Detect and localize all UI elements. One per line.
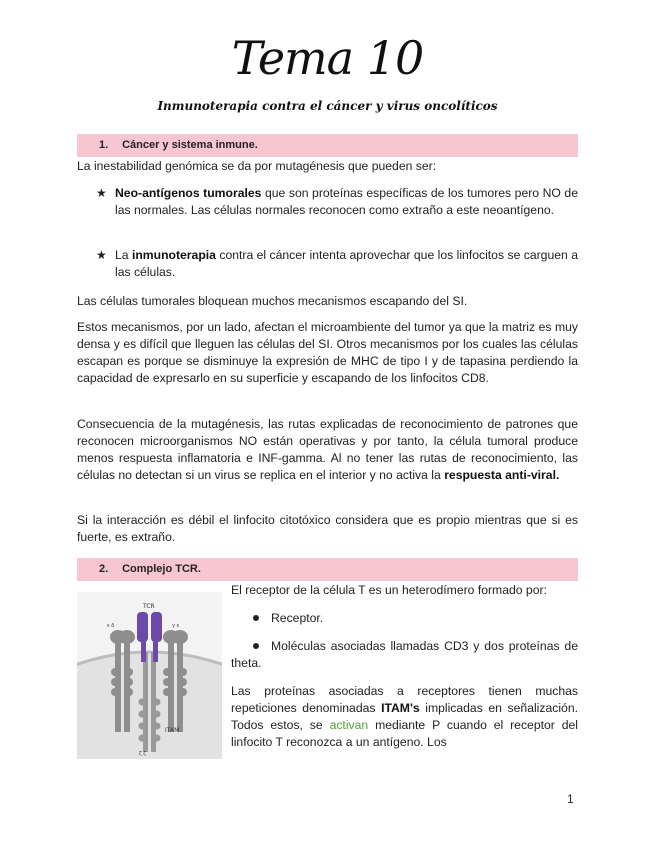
list-item-receptor bbox=[231, 610, 578, 627]
paragraph-itam-text-c: mediante P cuando el receptor del linfocito T reconozca a un antígeno. Los bbox=[231, 718, 578, 749]
bullet-2-bold: inmunoterapia bbox=[131, 248, 216, 262]
section-2-header bbox=[77, 558, 578, 581]
paragraph-escape: Las células tumorales bloquean muchos mecanismos escapando del SI. bbox=[77, 294, 468, 308]
tcr-complex-figure bbox=[77, 592, 222, 759]
section-2-intro: El receptor de la célula T es un heterodímero formado por: bbox=[231, 583, 547, 597]
paragraph-itam-bold: ITAM's bbox=[381, 701, 420, 715]
paragraph-mutagenesis-text: Consecuencia de la mutagénesis, las rutas explicadas de reconocimiento de patrones que reconocen microorganismos NO están operativas y por tanto, la célula tumoral produce menos respuesta inflamatoria e INF-gamma. Al no tener las rutas de reconocimiento, las células no detectan si un virus se replica en el interior y no activa la bbox=[77, 417, 578, 482]
paragraph-itam bbox=[231, 683, 578, 751]
page-number: 1 bbox=[567, 792, 574, 806]
section-2-title: Complejo TCR. bbox=[122, 563, 201, 575]
paragraph-mechanisms: Estos mecanismos, por un lado, afectan el microambiente del tumor ya que la matriz es muy densa y es difícil que lleguen las células del SI. Otros mecanismos por los cuales las células escapan es porque se disminuye la expresión de MHC de tipo I y de tapasina perdiendo la capacidad de expresarlo en su superficie y escapando de los linfocitos CD8. bbox=[77, 320, 578, 385]
bullet-dot-icon bbox=[253, 615, 259, 621]
bullet-1-bold: Neo-antígenos tumorales bbox=[115, 186, 262, 200]
paragraph-itam-text-b: implicadas en señalización. Todos estos, se bbox=[231, 701, 578, 732]
tcr-complex-diagram bbox=[77, 592, 222, 759]
page-subtitle: Inmunoterapia contra el cáncer y virus oncolíticos bbox=[157, 99, 498, 113]
page-title: Tema 10 bbox=[231, 31, 424, 85]
figure-label-itam: ITAM bbox=[165, 727, 180, 734]
bullet-1-text: que son proteínas específicas de los tumores pero NO de las normales. Las células normales reconocen como extraño a este neoantígeno. bbox=[115, 186, 578, 217]
bullet-2-lead: La bbox=[115, 248, 132, 262]
star-bullet-icon: ★ bbox=[96, 248, 107, 262]
paragraph-mutagenesis bbox=[77, 416, 578, 484]
star-bullet-icon: ★ bbox=[96, 186, 107, 200]
section-1-number: 1. bbox=[99, 139, 109, 151]
list-item-receptor-text: Receptor. bbox=[271, 611, 324, 625]
figure-label-bottom: ζ ζ bbox=[139, 751, 147, 757]
section-1-title: Cáncer y sistema inmune. bbox=[122, 139, 258, 151]
cell-membrane-interior bbox=[77, 652, 222, 759]
paragraph-interaction: Si la interacción es débil el linfocito citotóxico considera que es propio mientras que si es fuerte, es extraño. bbox=[77, 513, 578, 544]
bullet-neoantigens bbox=[96, 185, 578, 219]
section-1-intro: La inestabilidad genómica se da por mutagénesis que pueden ser: bbox=[77, 159, 437, 173]
bullet-immunotherapy bbox=[96, 247, 578, 281]
section-2-number: 2. bbox=[99, 563, 109, 575]
list-item-cd3 bbox=[231, 638, 578, 672]
paragraph-itam-green: activan bbox=[329, 718, 369, 732]
paragraph-mutagenesis-bold: respuesta anti-viral. bbox=[444, 468, 560, 482]
list-item-cd3-text: Moléculas asociadas llamadas CD3 y dos proteínas de theta. bbox=[231, 639, 578, 670]
figure-label-right: γ ε bbox=[172, 623, 180, 629]
figure-label-tcr: TCR bbox=[143, 603, 155, 610]
section-1-header bbox=[77, 134, 578, 157]
bullet-2-text: contra el cáncer intenta aprovechar que los linfocitos se carguen a las células. bbox=[115, 248, 578, 279]
paragraph-itam-text-a: Las proteínas asociadas a receptores tienen muchas repeticiones denominadas bbox=[231, 684, 578, 715]
bullet-dot-icon bbox=[253, 643, 259, 649]
figure-label-left: ε δ bbox=[107, 623, 115, 629]
